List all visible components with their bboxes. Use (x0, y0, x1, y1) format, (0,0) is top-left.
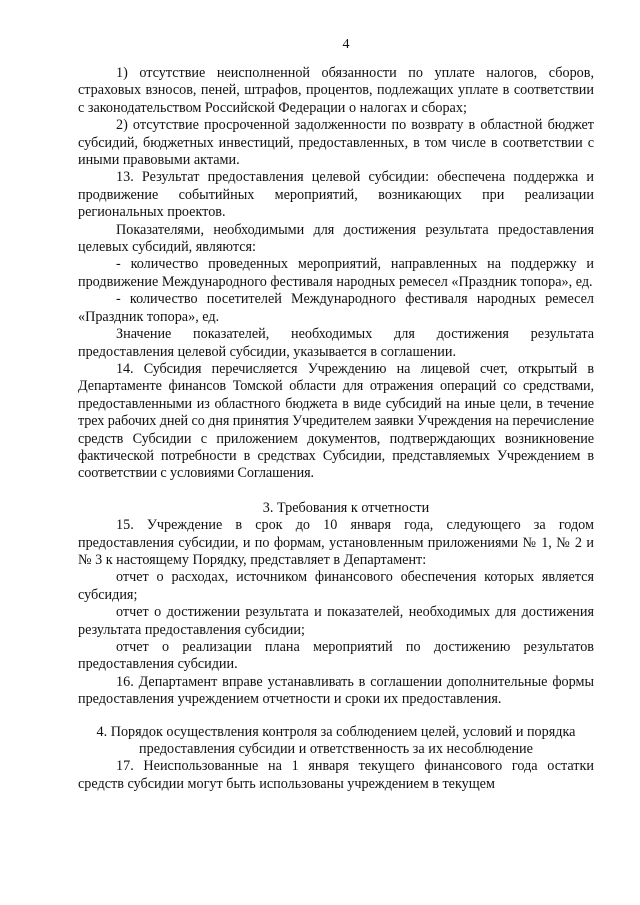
paragraph-item-2: 2) отсутствие просроченной задолженности по возврату в областной бюджет субсидий, бюджетных инвестиций, предоставленных, в том числе в соответствии с иными правовыми актами. (78, 117, 594, 169)
paragraph-indicator-value: Значение показателей, необходимых для достижения результата предоставления целевой субсидии, указывается в соглашении. (78, 326, 594, 360)
section-4-heading-line2: предоставления субсидии и ответственность за их несоблюдение (139, 741, 533, 758)
paragraph-indicator-events: - количество проведенных мероприятий, направленных на поддержку и продвижение Международного фестиваля народных ремесел «Праздник топора», ед. (78, 256, 594, 290)
section-4-heading (78, 724, 594, 759)
paragraph-report-plan: отчет о реализации плана мероприятий по достижению результатов предоставления субсидии. (78, 639, 594, 673)
section-4-heading-line1: 4. Порядок осуществления контроля за соблюдением целей, условий и порядка (96, 723, 576, 740)
paragraph-report-results: отчет о достижении результата и показателей, необходимых для достижения результата предоставления субсидии; (78, 604, 594, 638)
page-number: 4 (342, 37, 350, 52)
paragraph-13-result: 13. Результат предоставления целевой субсидии: обеспечена поддержка и продвижение событийных мероприятий, возникающих при реализации региональных проектов. (78, 169, 594, 221)
paragraph-report-expenses: отчет о расходах, источником финансового обеспечения которых является субсидия; (78, 569, 594, 603)
paragraph-indicators-intro: Показателями, необходимыми для достижения результата предоставления целевых субсидий, являются: (78, 221, 594, 256)
paragraph-item-1: 1) отсутствие неисполненной обязанности по уплате налогов, сборов, страховых взносов, пеней, штрафов, процентов, подлежащих уплате в соответствии с законодательством Российской Федерации о налогах и сборах; (78, 65, 594, 116)
section-3-heading: 3. Требования к отчетности (262, 499, 430, 516)
paragraph-17-unused: 17. Неиспользованные на 1 января текущего финансового года остатки средств субсидии могут быть использованы учреждением в текущем (78, 758, 594, 792)
paragraph-14-transfer: 14. Субсидия перечисляется Учреждению на лицевой счет, открытый в Департаменте финансов Томской области для отражения операций со средствами, предоставленными из областного бюджета в виде субсидий на иные цели, в течение трех рабочих дней со дня принятия Учредителем заявки Учреждения на перечисление средств Субсидии с приложением документов, подтверждающих возникновение фактической потребности в средствах Субсидии, представляемых Учреждением в соответствии с условиями Соглашения. (78, 360, 594, 482)
paragraph-15-reporting: 15. Учреждение в срок до 10 января года, следующего за годом предоставления субсидии, и по формам, установленным приложениями № 1, № 2 и № 3 к настоящему Порядку, представляет в Департамент: (78, 517, 594, 568)
paragraph-16-additional: 16. Департамент вправе устанавливать в соглашении дополнительные формы предоставления учреждением отчетности и сроки их предоставления. (78, 673, 594, 708)
paragraph-indicator-visitors: - количество посетителей Международного фестиваля народных ремесел «Праздник топора», ед. (78, 291, 594, 325)
